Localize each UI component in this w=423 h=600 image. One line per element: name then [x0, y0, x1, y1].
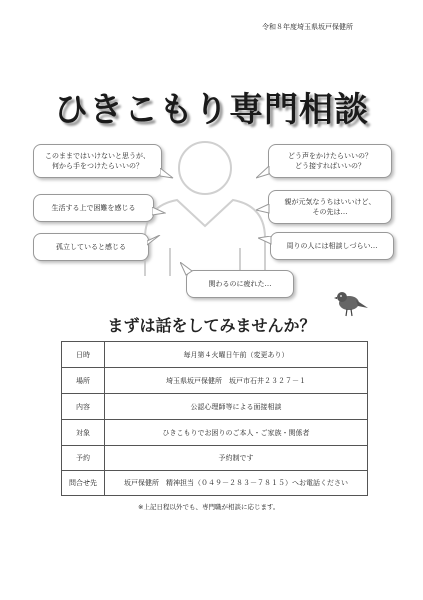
bubble-tail	[256, 166, 270, 180]
row-label-target: 対象	[62, 420, 105, 446]
consultation-info-table	[61, 341, 368, 496]
row-value-place: 埼玉県坂戸保健所 坂戸市石井２３２７－１	[105, 368, 368, 394]
table-row	[62, 342, 368, 368]
concern-bubble-future-of-parents	[268, 190, 392, 224]
bubble-tail	[160, 168, 174, 180]
bubble-text-line: どう接すればいいの？	[295, 162, 365, 170]
bubble-text: 孤立していると感じる	[56, 243, 126, 251]
concern-bubble-daily-difficulty	[33, 194, 154, 222]
row-label-contact: 問合せ先	[62, 471, 105, 496]
concern-bubble-hard-to-consult	[270, 232, 394, 260]
bubble-text-line: どう声をかけたらいいの？	[288, 152, 372, 160]
table-row	[62, 446, 368, 471]
row-value-target: ひきこもりでお困りのご本人・ご家族・関係者	[105, 420, 368, 446]
table-row	[62, 394, 368, 420]
bubble-tail	[147, 235, 161, 247]
bubble-tail	[258, 236, 272, 248]
concern-bubble-isolation	[33, 233, 149, 261]
bubble-tail	[180, 262, 194, 276]
table-row	[62, 471, 368, 496]
page-title: ひきこもり専門相談	[54, 90, 369, 130]
row-value-content: 公認心理師等による面接相談	[105, 394, 368, 420]
concern-bubble-exhausted	[186, 270, 294, 298]
bubble-text-line: このままではいけないと思うが、	[45, 152, 150, 160]
row-label-reservation: 予約	[62, 446, 105, 471]
row-value-reservation: 予約制です	[105, 446, 368, 471]
table-row	[62, 368, 368, 394]
row-label-datetime: 日時	[62, 342, 105, 368]
call-to-action-heading: まずは話をしてみませんか？	[107, 316, 316, 335]
row-value-datetime: 毎月第４火曜日午前（変更あり）	[105, 342, 368, 368]
footnote: ※上記日程以外でも、専門職が相談に応じます。	[138, 503, 280, 511]
table-row	[62, 420, 368, 446]
row-label-place: 場所	[62, 368, 105, 394]
bubble-text-line: その先は…	[312, 208, 348, 216]
concern-bubble-where-to-start	[33, 144, 162, 178]
bubble-text: 生活する上で困難を感じる	[51, 204, 136, 212]
concern-bubble-how-to-talk	[268, 144, 392, 178]
issuer-note: 令和８年度埼玉県坂戸保健所	[262, 23, 353, 31]
row-value-contact: 坂戸保健所 精神担当（０４９－２８３－７８１５）へお電話ください	[105, 471, 368, 496]
bubble-text-line: 何から手をつけたらいいの？	[52, 162, 143, 170]
bubble-text: 関わるのに疲れた…	[208, 280, 272, 288]
bubble-tail	[256, 204, 270, 216]
bubble-text-line: 親が元気なうちはいいけど、	[284, 198, 376, 206]
bubble-tail	[152, 207, 166, 219]
bubble-text: 周りの人には相談しづらい…	[286, 242, 378, 250]
row-label-content: 内容	[62, 394, 105, 420]
